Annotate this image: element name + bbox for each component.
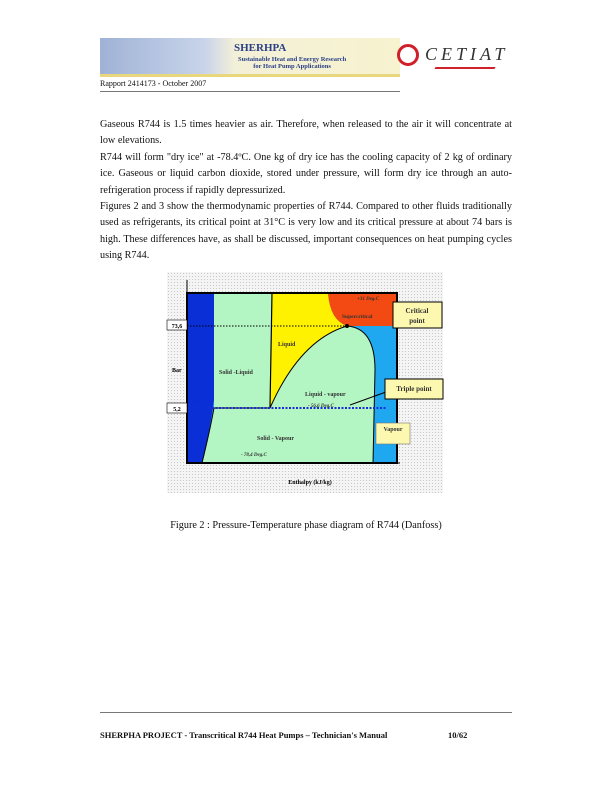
label-liquid: Liquid xyxy=(278,342,296,348)
banner-subtitle xyxy=(238,56,346,70)
cetiat-logo-text: CETIAT xyxy=(425,44,509,64)
critical-temp-annotation: +31 Deg.C xyxy=(357,297,380,302)
banner-subtitle-line2: for Heat Pump Applications xyxy=(253,63,331,70)
header-divider xyxy=(100,91,400,92)
body-text xyxy=(100,117,512,265)
figure-caption: Figure 2 : Pressure-Temperature phase diagram of R744 (Danfoss) xyxy=(170,520,442,531)
banner-title: SHERHPA xyxy=(234,42,287,54)
phase-diagram-figure xyxy=(150,270,470,500)
page-number: 10/62 xyxy=(448,730,468,740)
label-solid: Solid xyxy=(192,399,203,404)
critical-point-label: point xyxy=(409,317,425,325)
cetiat-emblem-icon xyxy=(397,44,419,66)
critical-point-label: Critical xyxy=(405,307,429,315)
cetiat-swoosh xyxy=(434,67,495,69)
banner-subtitle-line1: Sustainable Heat and Energy Research xyxy=(238,56,347,63)
paragraph: Figures 2 and 3 show the thermodynamic properties of R744. Compared to other fluids traditionally used as refrigerants, its critical point at 31°C is very low and its critical pressure at about 74 bars is high. These differences have, as shall be discussed, important consequences on heat pumping cycles using R744. xyxy=(100,201,512,262)
label-liquid-vapour: Liquid - vapour xyxy=(305,392,346,398)
triple-point-label: Triple point xyxy=(396,385,432,393)
cetiat-logo xyxy=(395,42,520,72)
label-supercritical: Supercritical xyxy=(342,314,373,320)
footer-divider xyxy=(100,712,512,713)
sublimation-temp-annotation: - 78,4 Deg.C xyxy=(241,453,267,458)
label-vapour: Vapour xyxy=(383,427,403,433)
solid-liquid-region xyxy=(214,293,272,408)
tick-label-low: 5,2 xyxy=(173,407,181,413)
tick-label-high: 73,6 xyxy=(171,324,183,330)
label-solid-vapour: Solid - Vapour xyxy=(257,436,295,442)
label-solid-liquid: Solid -Liquid xyxy=(219,370,253,376)
y-axis-label: Bar xyxy=(172,368,182,374)
paragraph: R744 will form "dry ice" at -78.4ºC. One kg of dry ice has the cooling capacity of 2 kg of ordinary ice. Gaseous or liquid carbon dioxide, stored under pressure, will form dry ice through an auto-refrigeration process if rapidly depressurized. xyxy=(100,151,512,196)
footer-title: SHERPHA PROJECT - Transcritical R744 Heat Pumps – Technician's Manual xyxy=(100,730,388,740)
x-axis-label: Enthalpy (kJ/kg) xyxy=(288,480,332,486)
report-reference: Rapport 2414173 - October 2007 xyxy=(100,79,207,88)
footer xyxy=(100,730,512,740)
critical-point-marker xyxy=(345,324,349,328)
paragraph: Gaseous R744 is 1.5 times heavier as air. Therefore, when released to the air it will concentrate at low elevations. xyxy=(100,119,512,147)
sherhpa-banner-logo xyxy=(100,38,400,77)
triple-temp-annotation: - 56,6 Deg.C xyxy=(308,404,334,409)
